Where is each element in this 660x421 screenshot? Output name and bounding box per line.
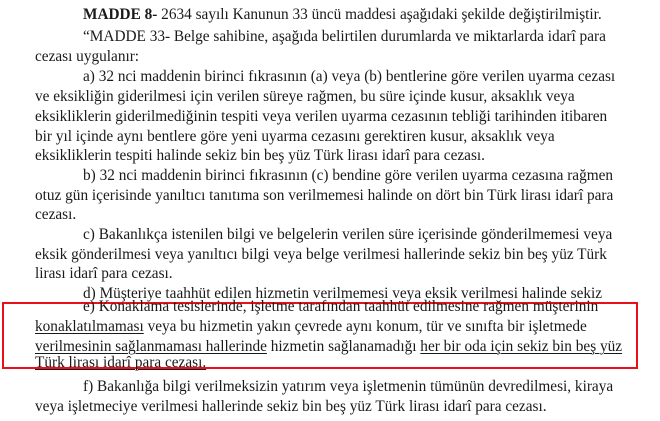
text-line-03: cezası uygulanır: xyxy=(35,48,140,65)
text-line-14: lirası idarî para cezası. xyxy=(35,265,173,282)
text-line-12: c) Bakanlıkça istenilen bilgi ve belgelerin verilen süre içerisinde gönderilmemesi veya xyxy=(83,226,613,243)
text-line-02: “MADDE 33- Belge sahibine, aşağıda belirtilen durumlarda ve miktarlarda idarî para xyxy=(83,28,606,45)
text-line-15b: d) Müşteriye taahhüt edilen hizmetin verilmemesi veya eksik verilmesi halinde sekiz xyxy=(83,285,603,302)
text-line-18: konaklatılmaması veya bu hizmetin yakın çevrede aynı konum, tür ve sınıfta bir işletmede xyxy=(35,318,587,335)
text-line-13: eksik gönderilmesi veya yanıltıcı bilgi veya belge verilmesi hallerinde sekiz bin beş yüz Türk xyxy=(35,246,607,263)
underlined-phrase: konaklatılmaması xyxy=(35,318,144,335)
text-line-04: a) 32 nci maddenin birinci fıkrasının (a) veya (b) bentlerine göre verilen uyarma cezası xyxy=(83,68,616,85)
text-line-05: ve eksikliğin giderilmesi için verilen süreye rağmen, bu süre içinde kusur, aksaklık veya xyxy=(35,88,575,105)
text-line-21: f) Bakanlığa bilgi verilmeksizin yatırım veya işletmenin tümünün devredilmesi, kiraya xyxy=(83,378,614,395)
underlined-phrase: verilmesinin sağlanmaması hallerinde xyxy=(35,338,267,355)
text-line-17: e) Konaklama tesislerinde, işletme tarafından taahhüt edilmesine rağmen müşterinin xyxy=(83,298,599,315)
underlined-phrase: her bir oda için sekiz bin beş yüz xyxy=(420,338,623,355)
underlined-phrase: Türk lirası idarî para cezası. xyxy=(35,354,207,371)
text-line-08: eksikliklerin tespiti halinde sekiz bin beş yüz Türk lirası idarî para cezası. xyxy=(35,147,485,164)
text-line-22: veya işletmeciye verilmesi hallerinde sekiz bin beş yüz Türk lirası idarî para cezası. xyxy=(35,398,547,415)
article-title xyxy=(83,6,602,24)
text-line-06: eksikliklerin giderilmediğinin tespiti veya verilen uyarma cezasının tebliği tarihinden itibaren xyxy=(35,108,608,125)
text-line-19: verilmesinin sağlanmaması hallerinde hizmetin sağlanamadığı her bir oda için sekiz bin beş yüz xyxy=(35,338,623,355)
text-line-20 xyxy=(35,354,206,372)
text-line-09: b) 32 nci maddenin birinci fıkrasının (c) bendine göre verilen uyarma cezasına rağmen xyxy=(83,167,614,184)
text-line-07: bir yıl içinde aynı bentlere göre yeni uyarma cezasını gerektiren kusur, aksaklık veya xyxy=(35,128,555,145)
text-line-11: cezası. xyxy=(35,206,77,223)
article-intro: 2634 sayılı Kanunun 33 üncü maddesi aşağıdaki şekilde değiştirilmiştir. xyxy=(157,6,602,23)
article-heading: MADDE 8- xyxy=(83,6,158,23)
text-line-10: otuz gün içerisinde yanıltıcı tanıtıma son verilmemesi halinde on dört bin Türk lirası idarî para xyxy=(35,187,614,204)
